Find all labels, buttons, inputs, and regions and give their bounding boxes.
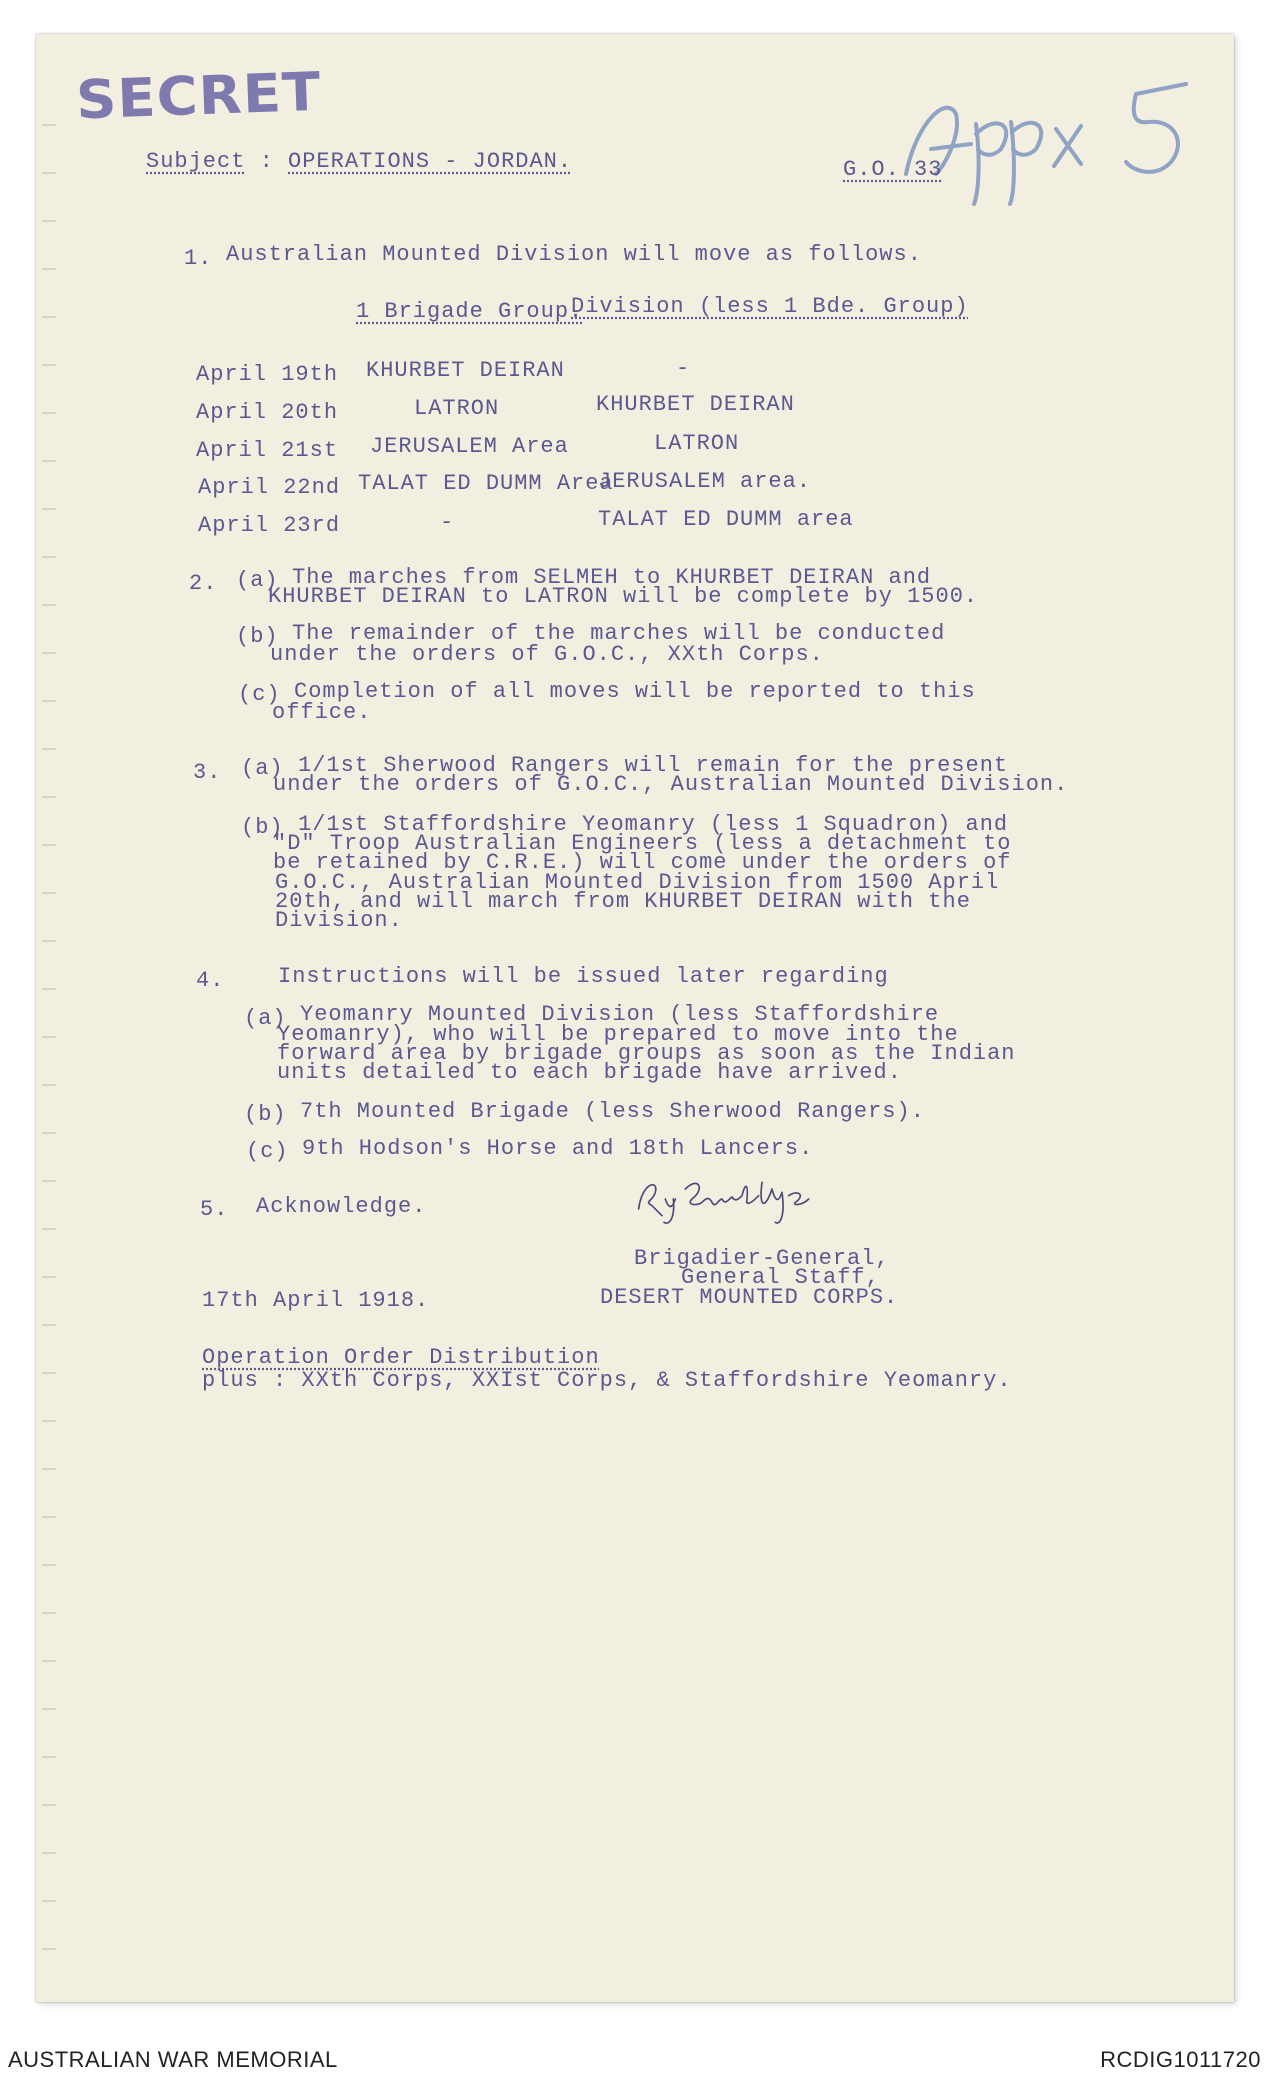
- footer-source: AUSTRALIAN WAR MEMORIAL: [8, 2047, 338, 2072]
- signature: [632, 1164, 832, 1234]
- para2b-line: The remainder of the marches will be conducted: [292, 621, 946, 646]
- para4a-label: (a): [244, 1006, 287, 1031]
- para4c-label: (c): [246, 1139, 289, 1164]
- para4b-label: (b): [244, 1102, 287, 1127]
- col-header-brigade: 1 Brigade Group.: [356, 299, 584, 324]
- row-brigade: JERUSALEM Area: [370, 434, 569, 459]
- para3b-line: Division.: [275, 908, 403, 933]
- para4a-line: forward area by brigade groups as soon as the Indian: [277, 1041, 1016, 1066]
- para3a-line: 1/1st Sherwood Rangers will remain for the present: [298, 753, 1009, 778]
- row-date: April 23rd: [198, 513, 341, 538]
- para3a-label: (a): [241, 756, 284, 781]
- para4-intro: Instructions will be issued later regarding: [278, 964, 889, 989]
- subject-label: Subject: [146, 149, 246, 174]
- distribution-heading: Operation Order Distribution: [202, 1345, 600, 1370]
- row-division: KHURBET DEIRAN: [596, 392, 795, 417]
- footer-id: RCDIG1011720: [1100, 2047, 1261, 2072]
- row-date: April 20th: [196, 400, 339, 425]
- para4a-line: Yeomanry Mounted Division (less Staffordshire: [300, 1002, 940, 1027]
- row-date: April 19th: [196, 362, 339, 387]
- para4a-line: Yeomanry), who will be prepared to move into the: [277, 1022, 959, 1047]
- para2b-label: (b): [236, 624, 279, 649]
- handwritten-appendix-note: [886, 54, 1216, 214]
- para3b-line: 1/1st Staffordshire Yeomanry (less 1 Squadron) and: [298, 812, 1009, 837]
- para3b-label: (b): [241, 815, 284, 840]
- para5-text: Acknowledge.: [256, 1194, 427, 1219]
- subject-separator: :: [259, 149, 274, 174]
- document-page: [36, 34, 1234, 2002]
- para2b-line: under the orders of G.O.C., XXth Corps.: [270, 642, 824, 667]
- row-brigade: LATRON: [414, 396, 500, 421]
- row-date: April 21st: [196, 438, 339, 463]
- para3-number: 3.: [193, 760, 222, 785]
- para5-number: 5.: [200, 1197, 229, 1222]
- para4c-text: 9th Hodson's Horse and 18th Lancers.: [302, 1136, 814, 1161]
- para3b-line: G.O.C., Australian Mounted Division from 1500 April: [275, 870, 1000, 895]
- subject-title: OPERATIONS - JORDAN.: [288, 149, 573, 174]
- para1-number: 1.: [184, 246, 213, 271]
- para1-text: Australian Mounted Division will move as follows.: [226, 242, 922, 267]
- order-date: 17th April 1918.: [202, 1288, 430, 1313]
- para4a-line: units detailed to each brigade have arrived.: [277, 1060, 902, 1085]
- signature-line: DESERT MOUNTED CORPS.: [600, 1285, 899, 1310]
- distribution-line: plus : XXth Corps, XXIst Corps, & Staffordshire Yeomanry.: [202, 1368, 1012, 1393]
- para3b-line: 20th, and will march from KHURBET DEIRAN with the: [275, 889, 971, 914]
- row-division: JERUSALEM area.: [598, 469, 812, 494]
- para3b-line: "D" Troop Australian Engineers (less a detachment to: [273, 831, 1012, 856]
- row-date: April 22nd: [198, 475, 341, 500]
- para2c-line: office.: [272, 700, 372, 725]
- order-number: G.O. 33: [843, 157, 943, 182]
- signature-line: General Staff,: [681, 1265, 880, 1290]
- margin-perforations: [42, 94, 56, 1962]
- para2a-line: KHURBET DEIRAN to LATRON will be complete by 1500.: [268, 584, 979, 609]
- para3a-line: under the orders of G.O.C., Australian Mounted Division.: [273, 772, 1069, 797]
- col-header-division: Division (less 1 Bde. Group): [571, 294, 969, 319]
- para2a-line: The marches from SELMEH to KHURBET DEIRAN and: [292, 565, 932, 590]
- para4-number: 4.: [196, 968, 225, 993]
- para4b-text: 7th Mounted Brigade (less Sherwood Rangers).: [300, 1099, 925, 1124]
- para2c-line: Completion of all moves will be reported to this: [294, 679, 976, 704]
- para2a-label: (a): [236, 568, 279, 593]
- secret-stamp: SECRET: [74, 61, 323, 132]
- row-brigade: KHURBET DEIRAN: [366, 358, 565, 383]
- row-brigade: -: [440, 510, 455, 535]
- row-division: TALAT ED DUMM area: [598, 507, 854, 532]
- row-brigade: TALAT ED DUMM Area: [358, 471, 614, 496]
- signature-line: Brigadier-General,: [634, 1246, 890, 1271]
- para2c-label: (c): [238, 682, 281, 707]
- row-division: -: [676, 356, 691, 381]
- para2-number: 2.: [189, 571, 218, 596]
- para3b-line: be retained by C.R.E.) will come under the orders of: [273, 850, 1012, 875]
- row-division: LATRON: [654, 431, 740, 456]
